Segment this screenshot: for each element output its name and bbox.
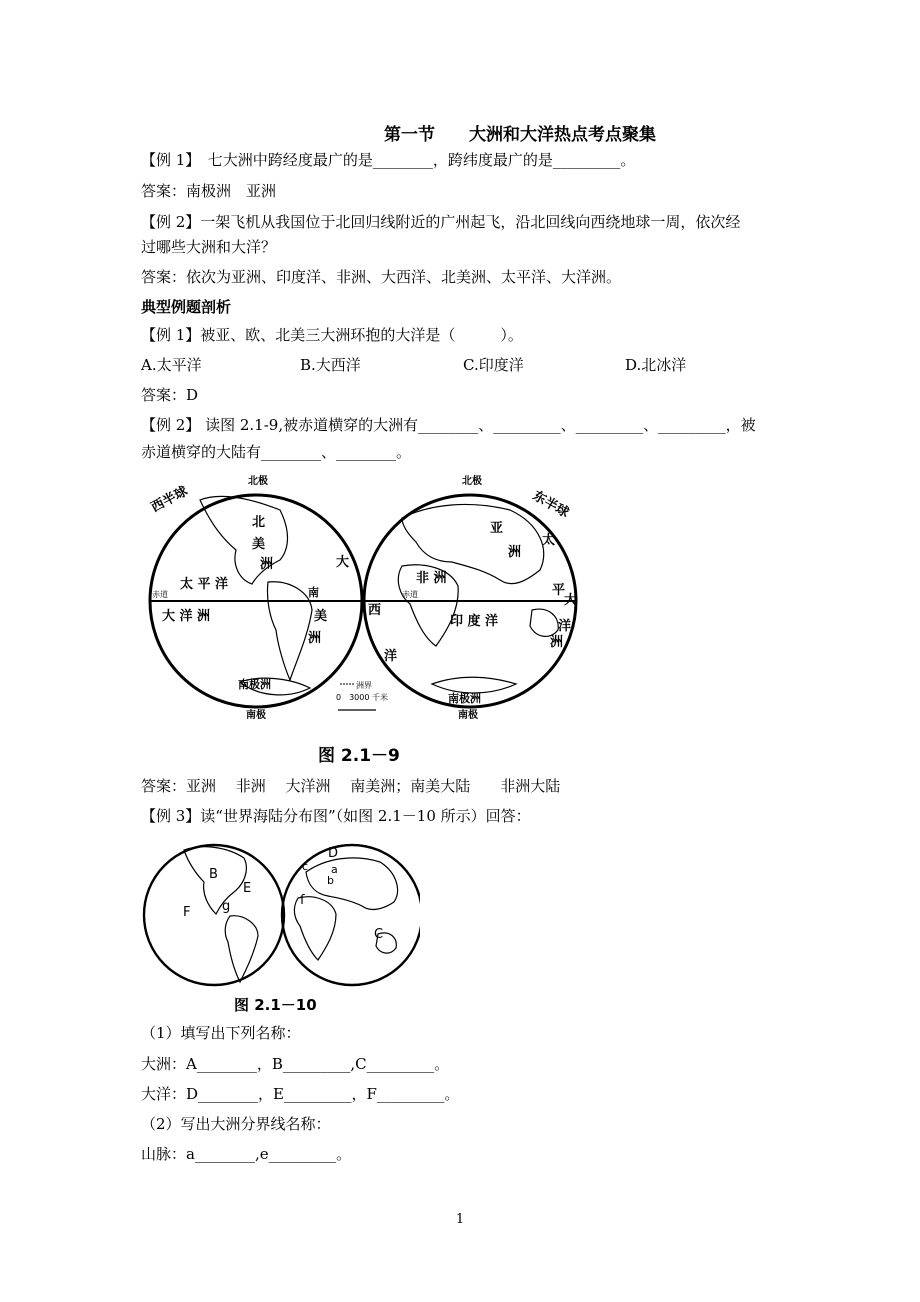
- map-label: 太: [542, 533, 556, 548]
- map-label: 南极洲: [448, 692, 481, 705]
- figure-2-caption: 图 2.1－10: [234, 996, 317, 1014]
- letter-b: b: [327, 874, 334, 887]
- map-label: 洋: [384, 649, 398, 664]
- q3-part-1: （1）填写出下列名称：: [141, 1024, 301, 1042]
- map-label: 西: [368, 603, 382, 618]
- q1-answer: 答案：D: [141, 386, 199, 404]
- map-label: 太 平 洋: [180, 577, 229, 592]
- letter-a: a: [331, 863, 338, 876]
- map-label: 印 度 洋: [450, 614, 499, 629]
- map-label: 洲: [260, 557, 274, 572]
- scale-legend: 洲界: [356, 681, 372, 690]
- west-hemisphere-label: 西半球: [148, 483, 191, 516]
- figure-2-1-10: [140, 836, 420, 996]
- letter-f: f: [300, 893, 305, 908]
- letter-F: F: [183, 905, 191, 920]
- q1-option-a: A.太平洋: [141, 356, 202, 374]
- map-label: 大: [564, 593, 578, 608]
- q1-option-c: C.印度洋: [463, 356, 524, 374]
- map-label: 洲: [508, 545, 522, 560]
- letter-c: c: [302, 860, 309, 873]
- map-label: 亚: [490, 521, 504, 536]
- map-label: 美: [314, 609, 328, 624]
- scale-value: 0 3000 千米: [336, 693, 388, 702]
- example-2-question-cont: 过哪些大洲和大洋？: [141, 238, 277, 256]
- letter-B: B: [209, 867, 218, 882]
- map-label: 南: [308, 586, 319, 599]
- map-label: 洲: [550, 635, 564, 650]
- map-label: 北: [252, 515, 266, 530]
- q2-answer: 答案：亚洲 非洲 大洋洲 南美洲；南美大陆 非洲大陆: [141, 777, 561, 795]
- q3-question: 【例 3】读“世界海陆分布图”（如图 2.1－10 所示）回答：: [141, 807, 531, 825]
- example-2-question: 【例 2】一架飞机从我国位于北回归线附近的广州起飞，沿北回线向西绕地球一周，依次经: [141, 213, 741, 231]
- figure-1-caption: 图 2.1－9: [318, 746, 400, 766]
- example-1-question: 【例 1】 七大洲中跨经度最广的是________，跨纬度最广的是_________。: [141, 151, 636, 169]
- south-pole-east: 南极: [458, 710, 478, 721]
- map-label: 平: [552, 583, 566, 598]
- east-hemisphere-label: 东半球: [530, 488, 572, 521]
- letter-D: D: [328, 846, 339, 861]
- section-heading: 典型例题剖析: [141, 298, 232, 316]
- q1-option-d: D.北冰洋: [625, 356, 687, 374]
- q2-question-cont: 赤道横穿的大陆有________、________。: [141, 443, 412, 461]
- letter-g: g: [222, 899, 231, 914]
- equator-west: 赤道: [152, 590, 168, 599]
- north-pole-west: 北极: [248, 476, 268, 487]
- page-number: 1: [455, 1212, 465, 1227]
- q3-part-2: （2）写出大洲分界线名称：: [141, 1115, 331, 1133]
- map-label: 洲: [308, 631, 322, 646]
- south-pole-west: 南极: [246, 710, 266, 721]
- example-2-answer: 答案：依次为亚洲、印度洋、非洲、大西洋、北美洲、太平洋、大洋洲。: [141, 268, 622, 286]
- q1-option-b: B.大西洋: [300, 356, 361, 374]
- q3-continents: 大洲：A________，B_________,C_________。: [141, 1055, 450, 1073]
- map-label: 洋: [558, 619, 572, 634]
- page-title: 第一节 大洲和大洋热点考点聚集: [384, 125, 656, 145]
- equator-east: 赤道: [402, 590, 418, 599]
- figure-2-1-9: [140, 470, 590, 730]
- letter-E: E: [243, 881, 252, 896]
- example-1-answer: 答案：南极洲 亚洲: [141, 182, 277, 200]
- letter-C: C: [374, 927, 384, 942]
- q3-oceans: 大洋：D________，E_________，F_________。: [141, 1085, 460, 1103]
- q3-mountains: 山脉：a________,e_________。: [141, 1145, 352, 1163]
- north-pole-east: 北极: [462, 476, 482, 487]
- map-label: 大: [336, 555, 350, 570]
- map-label: 美: [252, 537, 266, 552]
- map-label: 非 洲: [416, 571, 447, 586]
- map-label: 大 洋 洲: [162, 609, 211, 624]
- q2-question: 【例 2】 读图 2.1-9,被赤道横穿的大洲有________、_________、_________、_________，被: [141, 416, 756, 434]
- map-label: 南极洲: [238, 678, 271, 691]
- q1-question: 【例 1】被亚、欧、北美三大洲环抱的大洋是（ ）。: [141, 326, 523, 344]
